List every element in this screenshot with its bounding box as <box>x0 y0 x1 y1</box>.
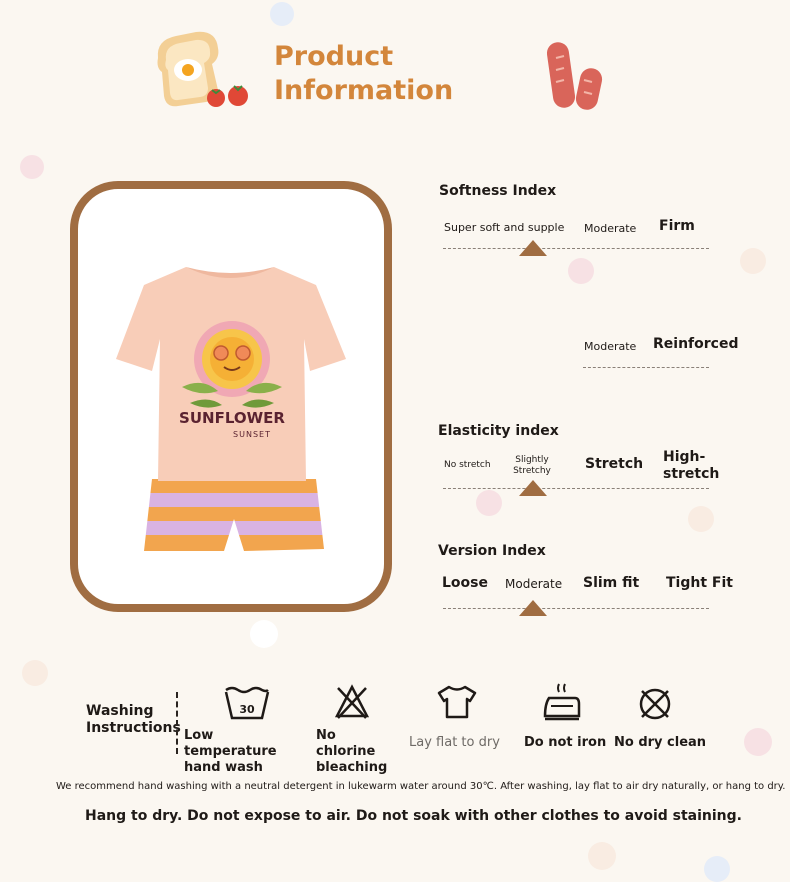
softness-scale-line <box>443 248 709 249</box>
flat-dry-shirt-icon <box>437 684 477 720</box>
decor-dot <box>250 620 278 648</box>
divider <box>176 692 178 754</box>
no-bleach-icon <box>334 684 370 720</box>
title-line-2: Information <box>274 75 454 106</box>
elasticity-level-high-stretch: High-stretch <box>663 449 720 482</box>
elasticity-index-title: Elasticity index <box>438 423 559 439</box>
version-scale-line <box>443 608 709 609</box>
page-title <box>274 40 453 108</box>
elasticity-indicator-icon <box>519 480 547 496</box>
decor-dot <box>270 2 294 26</box>
hand-wash-30-icon <box>222 684 272 722</box>
decor-dot <box>588 842 616 870</box>
no-dry-clean-icon <box>637 686 673 722</box>
softness-level-firm: Firm <box>659 218 695 234</box>
product-image-frame <box>70 181 392 612</box>
decor-dot <box>704 856 730 882</box>
care-warning-text: Hang to dry. Do not expose to air. Do not soak with other clothes to avoid staining. <box>85 808 742 824</box>
thickness-level-reinforced: Reinforced <box>653 336 739 352</box>
washing-instructions-label: Washing Instructions <box>86 703 181 736</box>
elasticity-level-no-stretch: No stretch <box>444 460 491 470</box>
decor-dot <box>688 506 714 532</box>
no-iron-icon <box>541 682 583 722</box>
version-indicator-icon <box>519 600 547 616</box>
shirt-print-subtitle: SUNSET <box>233 430 271 439</box>
wash-text-no-bleach: No chlorine bleaching <box>316 728 388 775</box>
version-level-slim-fit: Slim fit <box>583 575 640 591</box>
elasticity-level-slightly-stretchy: Slightly Stretchy <box>513 455 551 476</box>
toast-egg-icon <box>148 28 258 112</box>
softness-indicator-icon <box>519 240 547 256</box>
version-level-tight-fit: Tight Fit <box>666 575 733 591</box>
decor-dot <box>22 660 48 686</box>
shirt-print-title: SUNFLOWER <box>179 409 285 427</box>
title-line-1: Product <box>274 41 394 72</box>
wash-text-no-dry-clean: No dry clean <box>614 735 707 750</box>
decor-dot <box>568 258 594 284</box>
product-image <box>78 189 384 604</box>
softness-level-moderate: Moderate <box>584 222 637 235</box>
version-level-loose: Loose <box>442 575 488 591</box>
decor-dot <box>476 490 502 516</box>
sausage-icon <box>544 40 608 112</box>
version-level-moderate: Moderate <box>505 577 563 591</box>
decor-dot <box>740 248 766 274</box>
care-recommendation-text: We recommend hand washing with a neutral detergent in lukewarm water around 30℃. After washing, lay flat to air dry naturally, or hang to dry. <box>56 781 786 792</box>
decor-dot <box>744 728 772 756</box>
wash-text-no-iron: Do not iron <box>524 735 607 750</box>
thickness-level-moderate: Moderate <box>584 340 637 353</box>
elasticity-level-stretch: Stretch <box>585 456 644 472</box>
tshirt-image <box>116 267 346 481</box>
elasticity-scale-line <box>443 488 709 489</box>
softness-level-super-soft: Super soft and supple <box>444 221 565 234</box>
version-index-title: Version Index <box>438 543 546 559</box>
thickness-scale-line <box>583 367 709 368</box>
decor-dot <box>20 155 44 179</box>
wash-text-hand-wash: Low temperature hand wash <box>184 728 277 775</box>
wash-temperature: 30 <box>239 703 255 716</box>
softness-index-title: Softness Index <box>439 183 557 199</box>
wash-text-lay-flat: Lay flat to dry <box>409 735 500 750</box>
shorts-image <box>138 479 338 551</box>
